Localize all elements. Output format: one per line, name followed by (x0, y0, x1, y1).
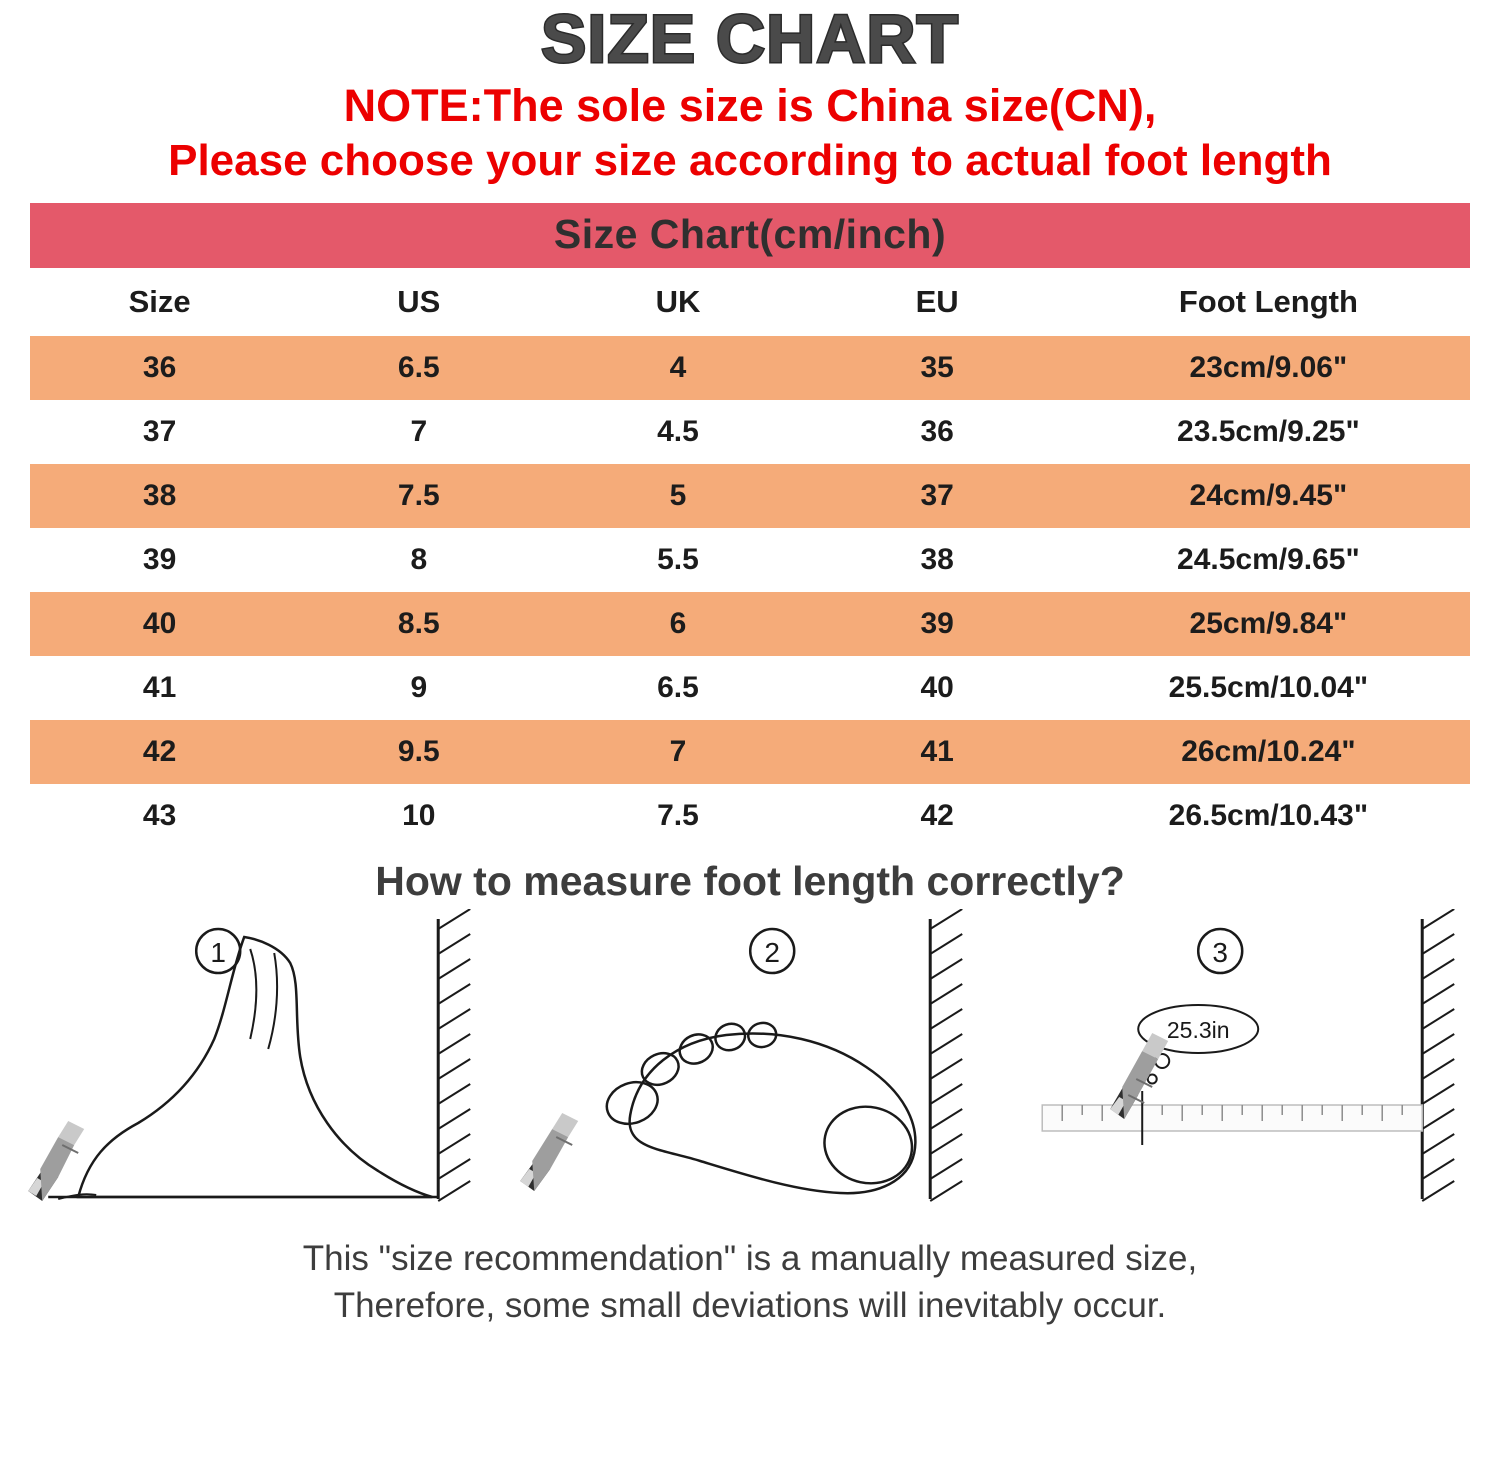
size-chart-page (0, 1, 1500, 1476)
column-header-uk: UK (548, 268, 807, 336)
table-row (30, 336, 1470, 400)
ankle-crease-2 (268, 953, 277, 1049)
step-number-3: 3 (1211, 937, 1228, 969)
cell-foot-length: 23.5cm/9.25" (1067, 400, 1470, 464)
column-header-size: Size (30, 268, 289, 336)
note-block (0, 81, 1500, 185)
ruler (1042, 1105, 1422, 1131)
cell-uk: 7 (548, 720, 807, 784)
cell-foot-length: 25.5cm/10.04" (1067, 656, 1470, 720)
cell-us: 8 (289, 528, 548, 592)
footer-note (0, 1235, 1500, 1330)
cell-foot-length: 26.5cm/10.43" (1067, 784, 1470, 848)
table-row (30, 656, 1470, 720)
step-number-2: 2 (764, 937, 780, 969)
cell-foot-length: 24cm/9.45" (1067, 464, 1470, 528)
cell-size: 38 (30, 464, 289, 528)
column-header-foot-length: Foot Length (1067, 268, 1470, 336)
cell-eu: 36 (808, 400, 1067, 464)
table-row (30, 720, 1470, 784)
measure-illustrations (16, 909, 1484, 1209)
cell-eu: 42 (808, 784, 1067, 848)
measurement-value: 25.3in (1166, 1017, 1230, 1044)
column-header-us: US (289, 268, 548, 336)
column-header-eu: EU (808, 268, 1067, 336)
table-row (30, 400, 1470, 464)
cell-eu: 40 (808, 656, 1067, 720)
cell-us: 8.5 (289, 592, 548, 656)
size-chart-table (30, 203, 1470, 848)
cell-us: 10 (289, 784, 548, 848)
cell-us: 9 (289, 656, 548, 720)
cell-uk: 4.5 (548, 400, 807, 464)
foot-sole-outline (629, 1034, 915, 1194)
cell-us: 7 (289, 400, 548, 464)
cell-us: 7.5 (289, 464, 548, 528)
table-row (30, 592, 1470, 656)
cell-foot-length: 25cm/9.84" (1067, 592, 1470, 656)
cell-size: 39 (30, 528, 289, 592)
measure-step-2-panel (508, 909, 992, 1209)
measure-step-3-panel (1000, 909, 1484, 1209)
cell-uk: 6.5 (548, 656, 807, 720)
cell-foot-length: 24.5cm/9.65" (1067, 528, 1470, 592)
cell-size: 43 (30, 784, 289, 848)
cell-uk: 6 (548, 592, 807, 656)
cell-uk: 4 (548, 336, 807, 400)
cell-uk: 5 (548, 464, 807, 528)
table-row (30, 528, 1470, 592)
pencil-icon (28, 1121, 84, 1201)
cell-uk: 7.5 (548, 784, 807, 848)
footer-line-2: Therefore, some small deviations will inevitably occur. (333, 1286, 1167, 1326)
ankle-crease (250, 949, 256, 1039)
footer-line-1: This "size recommendation" is a manually measured size, (302, 1239, 1198, 1279)
wall-hatching (438, 909, 470, 1201)
cell-size: 42 (30, 720, 289, 784)
wall-hatching (1422, 909, 1454, 1201)
cell-uk: 5.5 (548, 528, 807, 592)
pencil-icon (520, 1113, 578, 1191)
measure-step-1-panel (16, 909, 500, 1209)
note-line-2: Please choose your size according to actual foot length (168, 135, 1332, 185)
cell-eu: 38 (808, 528, 1067, 592)
cell-size: 37 (30, 400, 289, 464)
cell-eu: 41 (808, 720, 1067, 784)
cell-size: 36 (30, 336, 289, 400)
table-caption: Size Chart(cm/inch) (30, 203, 1470, 268)
cell-foot-length: 23cm/9.06" (1067, 336, 1470, 400)
table-row (30, 464, 1470, 528)
table-header-row (30, 268, 1470, 336)
cell-eu: 39 (808, 592, 1067, 656)
cell-size: 40 (30, 592, 289, 656)
cell-us: 9.5 (289, 720, 548, 784)
cell-eu: 37 (808, 464, 1067, 528)
size-table-wrapper (30, 203, 1470, 848)
page-title: SIZE CHART (541, 1, 959, 77)
heel-pad (817, 1099, 919, 1192)
step-number-1: 1 (210, 937, 227, 969)
cell-foot-length: 26cm/10.24" (1067, 720, 1470, 784)
cell-us: 6.5 (289, 336, 548, 400)
wall-hatching (930, 909, 962, 1201)
cell-eu: 35 (808, 336, 1067, 400)
table-row (30, 784, 1470, 848)
measure-heading: How to measure foot length correctly? (375, 858, 1125, 905)
cell-size: 41 (30, 656, 289, 720)
note-line-1: NOTE:The sole size is China size(CN), (343, 80, 1157, 132)
